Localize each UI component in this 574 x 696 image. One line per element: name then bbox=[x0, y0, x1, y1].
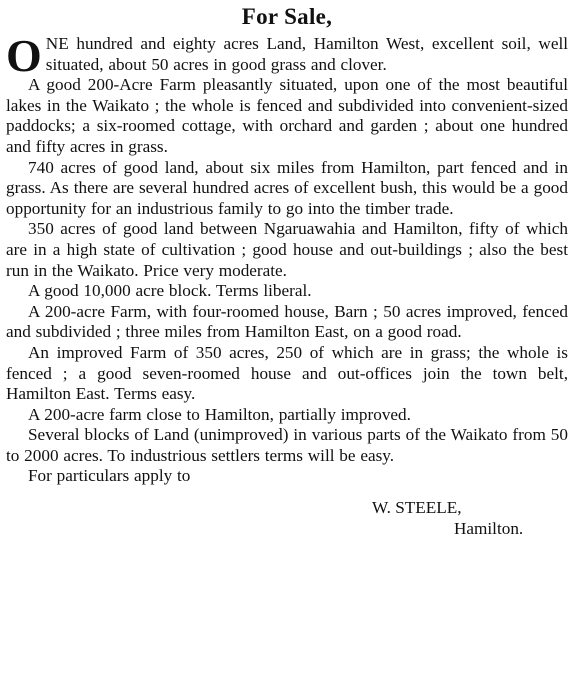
ad-heading: For Sale, bbox=[241, 4, 333, 29]
listing-paragraph-5: A good 10,000 acre block. Terms liberal. bbox=[28, 281, 312, 301]
listing-paragraph-6: A 200-acre Farm, with four-roomed house, Barn ; 50 acres improved, fenced and subdivided ; three miles from Hamilton East, on a good road. bbox=[6, 301, 568, 342]
listing-paragraph-9: Several blocks of Land (unimproved) in various parts of the Waikato from 50 to 2000 acres. To industrious settlers terms will be easy. bbox=[6, 425, 568, 465]
listing-text-1: NE hundred and eighty acres Land, Hamilton West, excellent soil, well situated, about 50 acres in good grass and clover. bbox=[45, 34, 568, 74]
advertisement bbox=[0, 4, 574, 696]
contact-instruction: For particulars apply to bbox=[28, 466, 191, 486]
listing-paragraph-1 bbox=[6, 30, 568, 81]
signature-name: W. STEELE, bbox=[372, 498, 462, 518]
drop-cap: O bbox=[6, 30, 42, 81]
listing-paragraph-4: 350 acres of good land between Ngaruawahia and Hamilton, fifty of which are in a high state of cultivation ; good house and out-buildings ; also the best run in the Waikato. Price very moderate. bbox=[6, 219, 568, 280]
listing-paragraph-3: 740 acres of good land, about six miles from Hamilton, part fenced and in grass. As there are several hundred acres of excellent bush, this would be a good opportunity for an industrious family to go into the timber trade. bbox=[6, 157, 568, 218]
signature-place: Hamilton. bbox=[454, 519, 524, 539]
listing-paragraph-2: A good 200-Acre Farm pleasantly situated, upon one of the most beautiful lakes in the Waikato ; the whole is fenced and subdivided into convenient-sized paddocks; a six-roomed cottage, with orchard and garden ; about one hundred and fifty acres in grass. bbox=[6, 75, 568, 156]
listing-paragraph-8: A 200-acre farm close to Hamilton, partially improved. bbox=[28, 404, 411, 424]
listing-paragraph-7: An improved Farm of 350 acres, 250 of which are in grass; the whole is fenced ; a good seven-roomed house and out-offices join the town belt, Hamilton East. Terms easy. bbox=[6, 342, 568, 404]
signature-block bbox=[6, 497, 568, 539]
